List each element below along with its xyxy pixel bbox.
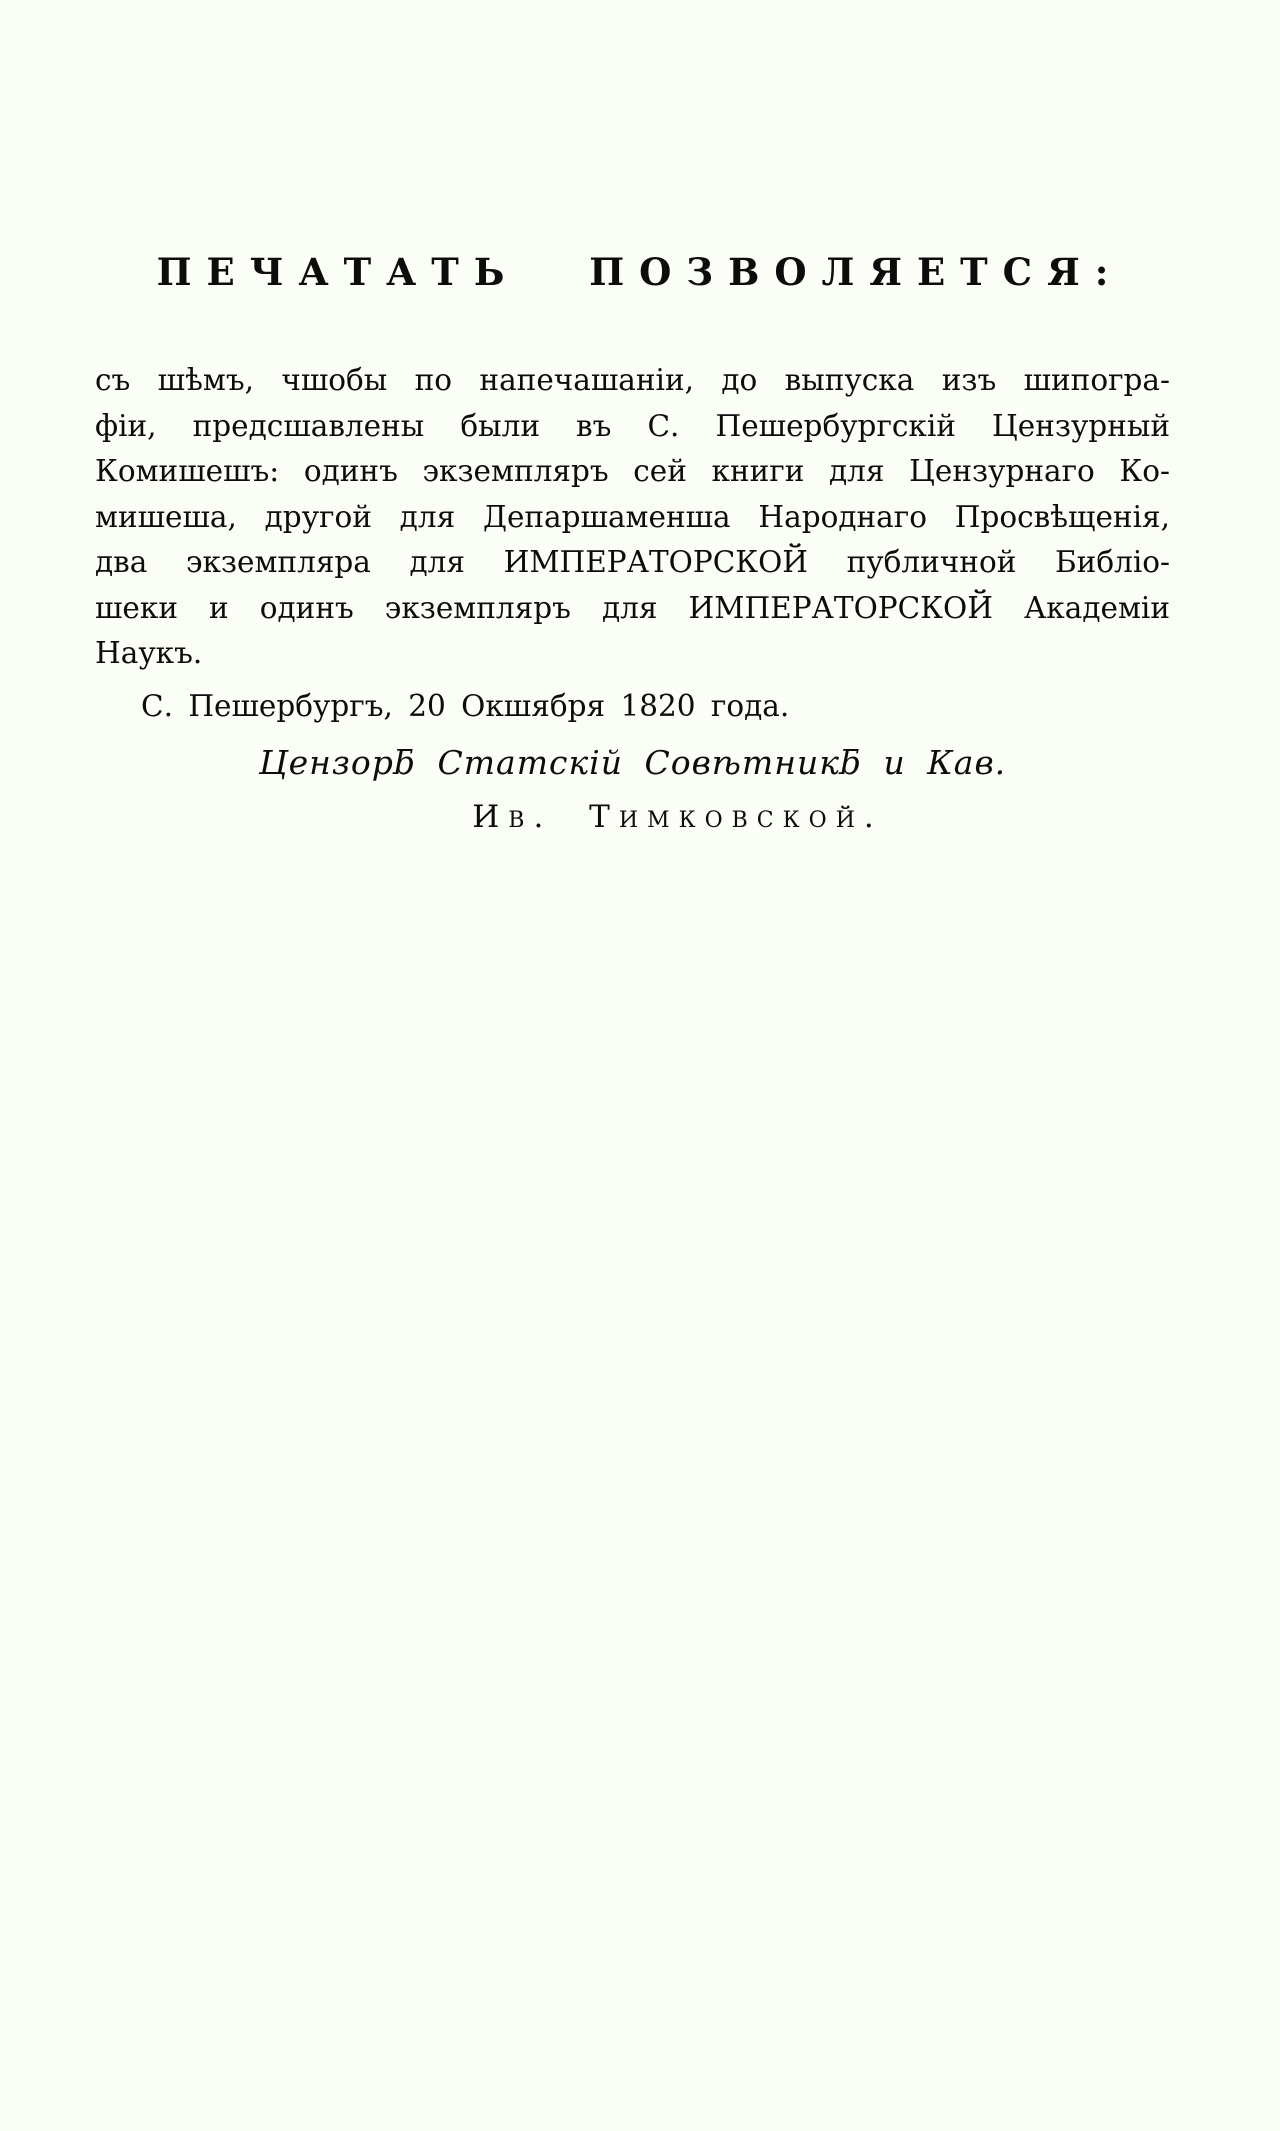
printing-permission-heading: ПЕЧАТАТЬ ПОЗВОЛЯЕТСЯ: (156, 250, 1124, 294)
body-line: мишеша, другой для Депаршаменша Народнаго Просвѣщенія, (95, 499, 1170, 534)
body-line: съ шѣмъ, чшобы по напечашаніи, до выпуска изъ шипогра- (95, 363, 1170, 397)
censorship-notice-paragraph (95, 358, 1170, 677)
body-line: шеки и одинъ экземпляръ для ИМПЕРАТОРСКОЙ Академіи (95, 590, 1170, 625)
censor-title-line: Цензорƃ Статскій Совѣтникƃ и Кав. (258, 743, 1007, 782)
body-line: фіи, предсшавлены были въ С. Пешербургскій Цензурный (95, 408, 1170, 443)
censor-name-line: Ив. Тимковской. (472, 799, 883, 835)
body-line: Комишешъ: одинъ экземпляръ сей книги для Цензурнаго Ко- (95, 454, 1170, 488)
body-line: два экземпляра для ИМПЕРАТОРСКОЙ публичной Библіо- (95, 545, 1170, 579)
body-line: Наукъ. (95, 636, 203, 670)
place-and-date-line: С. Пешербургъ, 20 Окшября 1820 года. (141, 689, 790, 723)
